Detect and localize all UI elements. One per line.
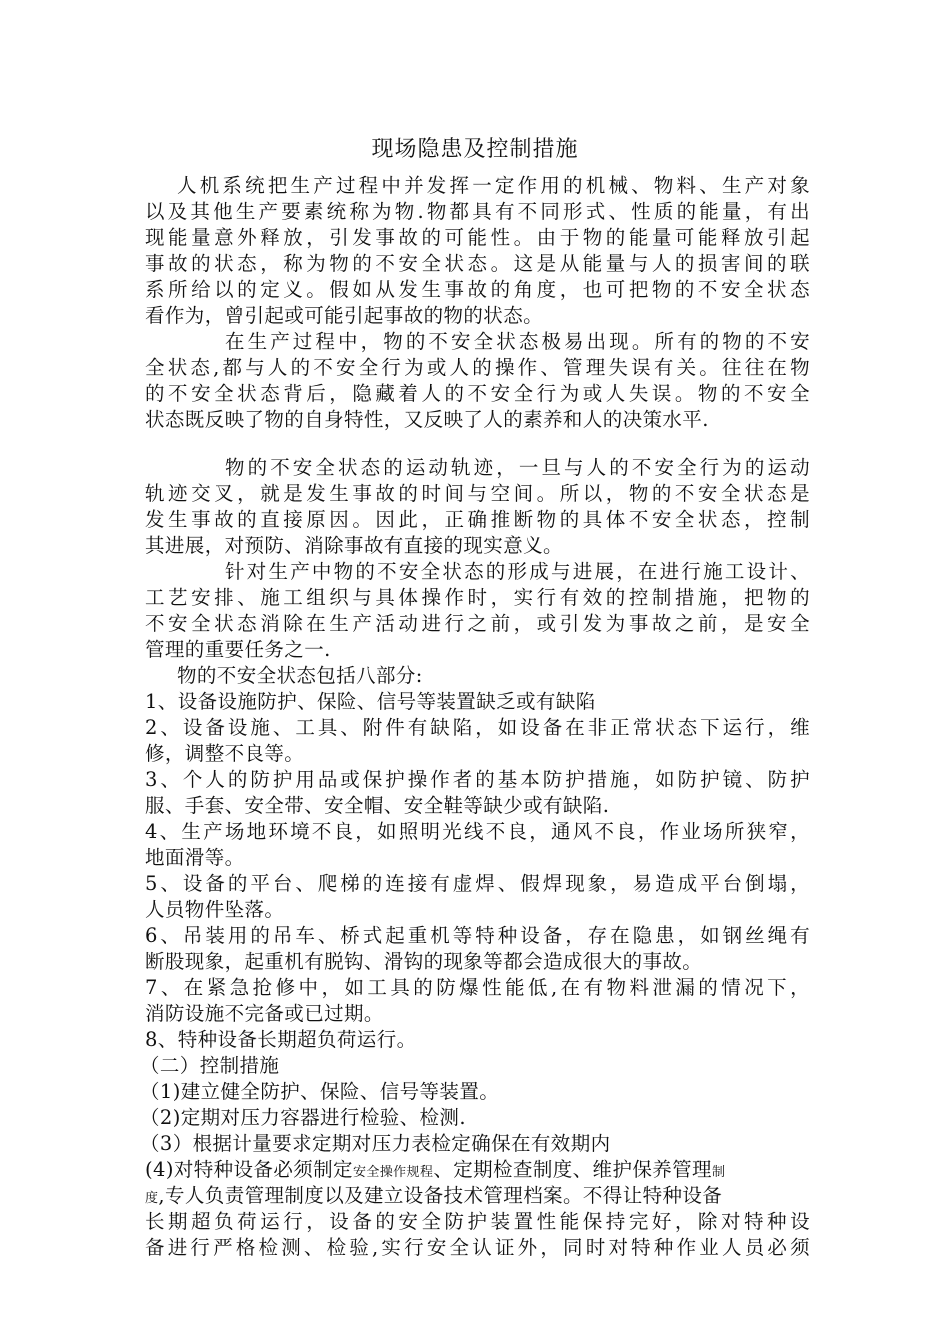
list-item: 3、个人的防护用品或保护操作者的基本防护措施，如防护镜、防护 — [145, 768, 810, 791]
measure-item: （3）根据计量要求定期对压力表检定确保在有效期内 — [140, 1132, 611, 1155]
paragraph-line: 轨迹交叉，就是发生事故的时间与空间。所以，物的不安全状态是 — [145, 482, 810, 505]
paragraph-line: 管理的重要任务之一. — [145, 638, 331, 661]
measure-item: 长期超负荷运行，设备的安全防护装置性能保持完好，除对特种设 — [145, 1210, 810, 1233]
measure-text-small: 制 — [711, 1165, 726, 1180]
measure-text-small: 安全操作规程 — [352, 1165, 434, 1180]
paragraph-line: 人机系统把生产过程中并发挥一定作用的机械、物料、生产对象 — [177, 174, 810, 197]
paragraph-line: 现能量意外释放，引发事故的可能性。由于物的能量可能释放引起 — [145, 226, 810, 249]
paragraph-line: 其进展，对预防、消除事故有直接的现实意义。 — [145, 534, 563, 557]
measure-item: （1)建立健全防护、保险、信号等装置。 — [140, 1080, 500, 1103]
paragraph-line: 状态既反映了物的自身特性，又反映了人的素养和人的决策水平. — [145, 408, 709, 431]
paragraph-line: 事故的状态，称为物的不安全状态。这是从能量与人的损害间的联 — [145, 252, 810, 275]
measure-item — [145, 1183, 810, 1212]
list-item: 4、生产场地环境不良，如照明光线不良，通风不良，作业场所狭窄， — [145, 820, 810, 843]
list-item: 消防设施不完备或已过期。 — [145, 1002, 384, 1025]
measure-item — [145, 1157, 810, 1186]
paragraph-line: 针对生产中物的不安全状态的形成与进展，在进行施工设计、 — [225, 560, 810, 583]
document-title: 现场隐患及控制措施 — [371, 137, 579, 162]
paragraph-line: 物的不安全状态的运动轨迹，一旦与人的不安全行为的运动 — [225, 456, 810, 479]
measure-text: 、定期检查制度、维护保养管理 — [433, 1158, 712, 1181]
measure-item: （2)定期对压力容器进行检验、检测. — [140, 1106, 466, 1129]
measure-text: ,专人负责管理制度以及建立设备技术管理档案。不得让特种设备 — [158, 1184, 723, 1207]
list-item: 5、设备的平台、爬梯的连接有虚焊、假焊现象，易造成平台倒塌， — [145, 872, 810, 895]
list-intro: 物的不安全状态包括八部分: — [177, 664, 423, 687]
measure-text: (4)对特种设备必须制定 — [145, 1158, 353, 1181]
paragraph-line: 以及其他生产要素统称为物.物都具有不同形式、性质的能量，有出 — [145, 200, 810, 223]
list-item: 服、手套、安全带、安全帽、安全鞋等缺少或有缺陷. — [145, 794, 610, 817]
list-item: 7、在紧急抢修中，如工具的防爆性能低,在有物料泄漏的情况下， — [145, 976, 810, 999]
list-item: 断股现象，起重机有脱钩、滑钩的现象等都会造成很大的事故。 — [145, 950, 703, 973]
paragraph-line: 不安全状态消除在生产活动进行之前，或引发为事故之前，是安全 — [145, 612, 810, 635]
list-item: 1、设备设施防护、保险、信号等装置缺乏或有缺陷 — [145, 690, 596, 713]
paragraph-line: 工艺安排、施工组织与具体操作时，实行有效的控制措施，把物的 — [145, 586, 810, 609]
section-heading: （二）控制措施 — [140, 1054, 280, 1077]
list-item: 2、设备设施、工具、附件有缺陷，如设备在非正常状态下运行，维 — [145, 716, 810, 739]
paragraph-line: 全状态,都与人的不安全行为或人的操作、管理失误有关。往往在物 — [145, 356, 810, 379]
measure-text-small: 度 — [145, 1191, 159, 1206]
list-item: 8、特种设备长期超负荷运行。 — [145, 1028, 417, 1051]
paragraph-line: 系所给以的定义。假如从发生事故的角度，也可把物的不安全状态 — [145, 278, 810, 301]
measure-item: 备进行严格检测、检验,实行安全认证外，同时对特种作业人员必须 — [145, 1236, 810, 1259]
paragraph-line: 看作为，曾引起或可能引起事故的物的状态。 — [145, 304, 544, 327]
list-item: 修，调整不良等。 — [145, 742, 305, 765]
paragraph-line: 的不安全状态背后，隐藏着人的不安全行为或人失误。物的不安全 — [145, 382, 810, 405]
paragraph-line: 发生事故的直接原因。因此，正确推断物的具体不安全状态，控制 — [145, 508, 810, 531]
list-item: 人员物件坠落。 — [145, 898, 285, 921]
paragraph-line: 在生产过程中，物的不安全状态极易出现。所有的物的不安 — [225, 330, 810, 353]
list-item: 6、吊装用的吊车、桥式起重机等特种设备，存在隐患，如钢丝绳有 — [145, 924, 810, 947]
list-item: 地面滑等。 — [145, 846, 245, 869]
